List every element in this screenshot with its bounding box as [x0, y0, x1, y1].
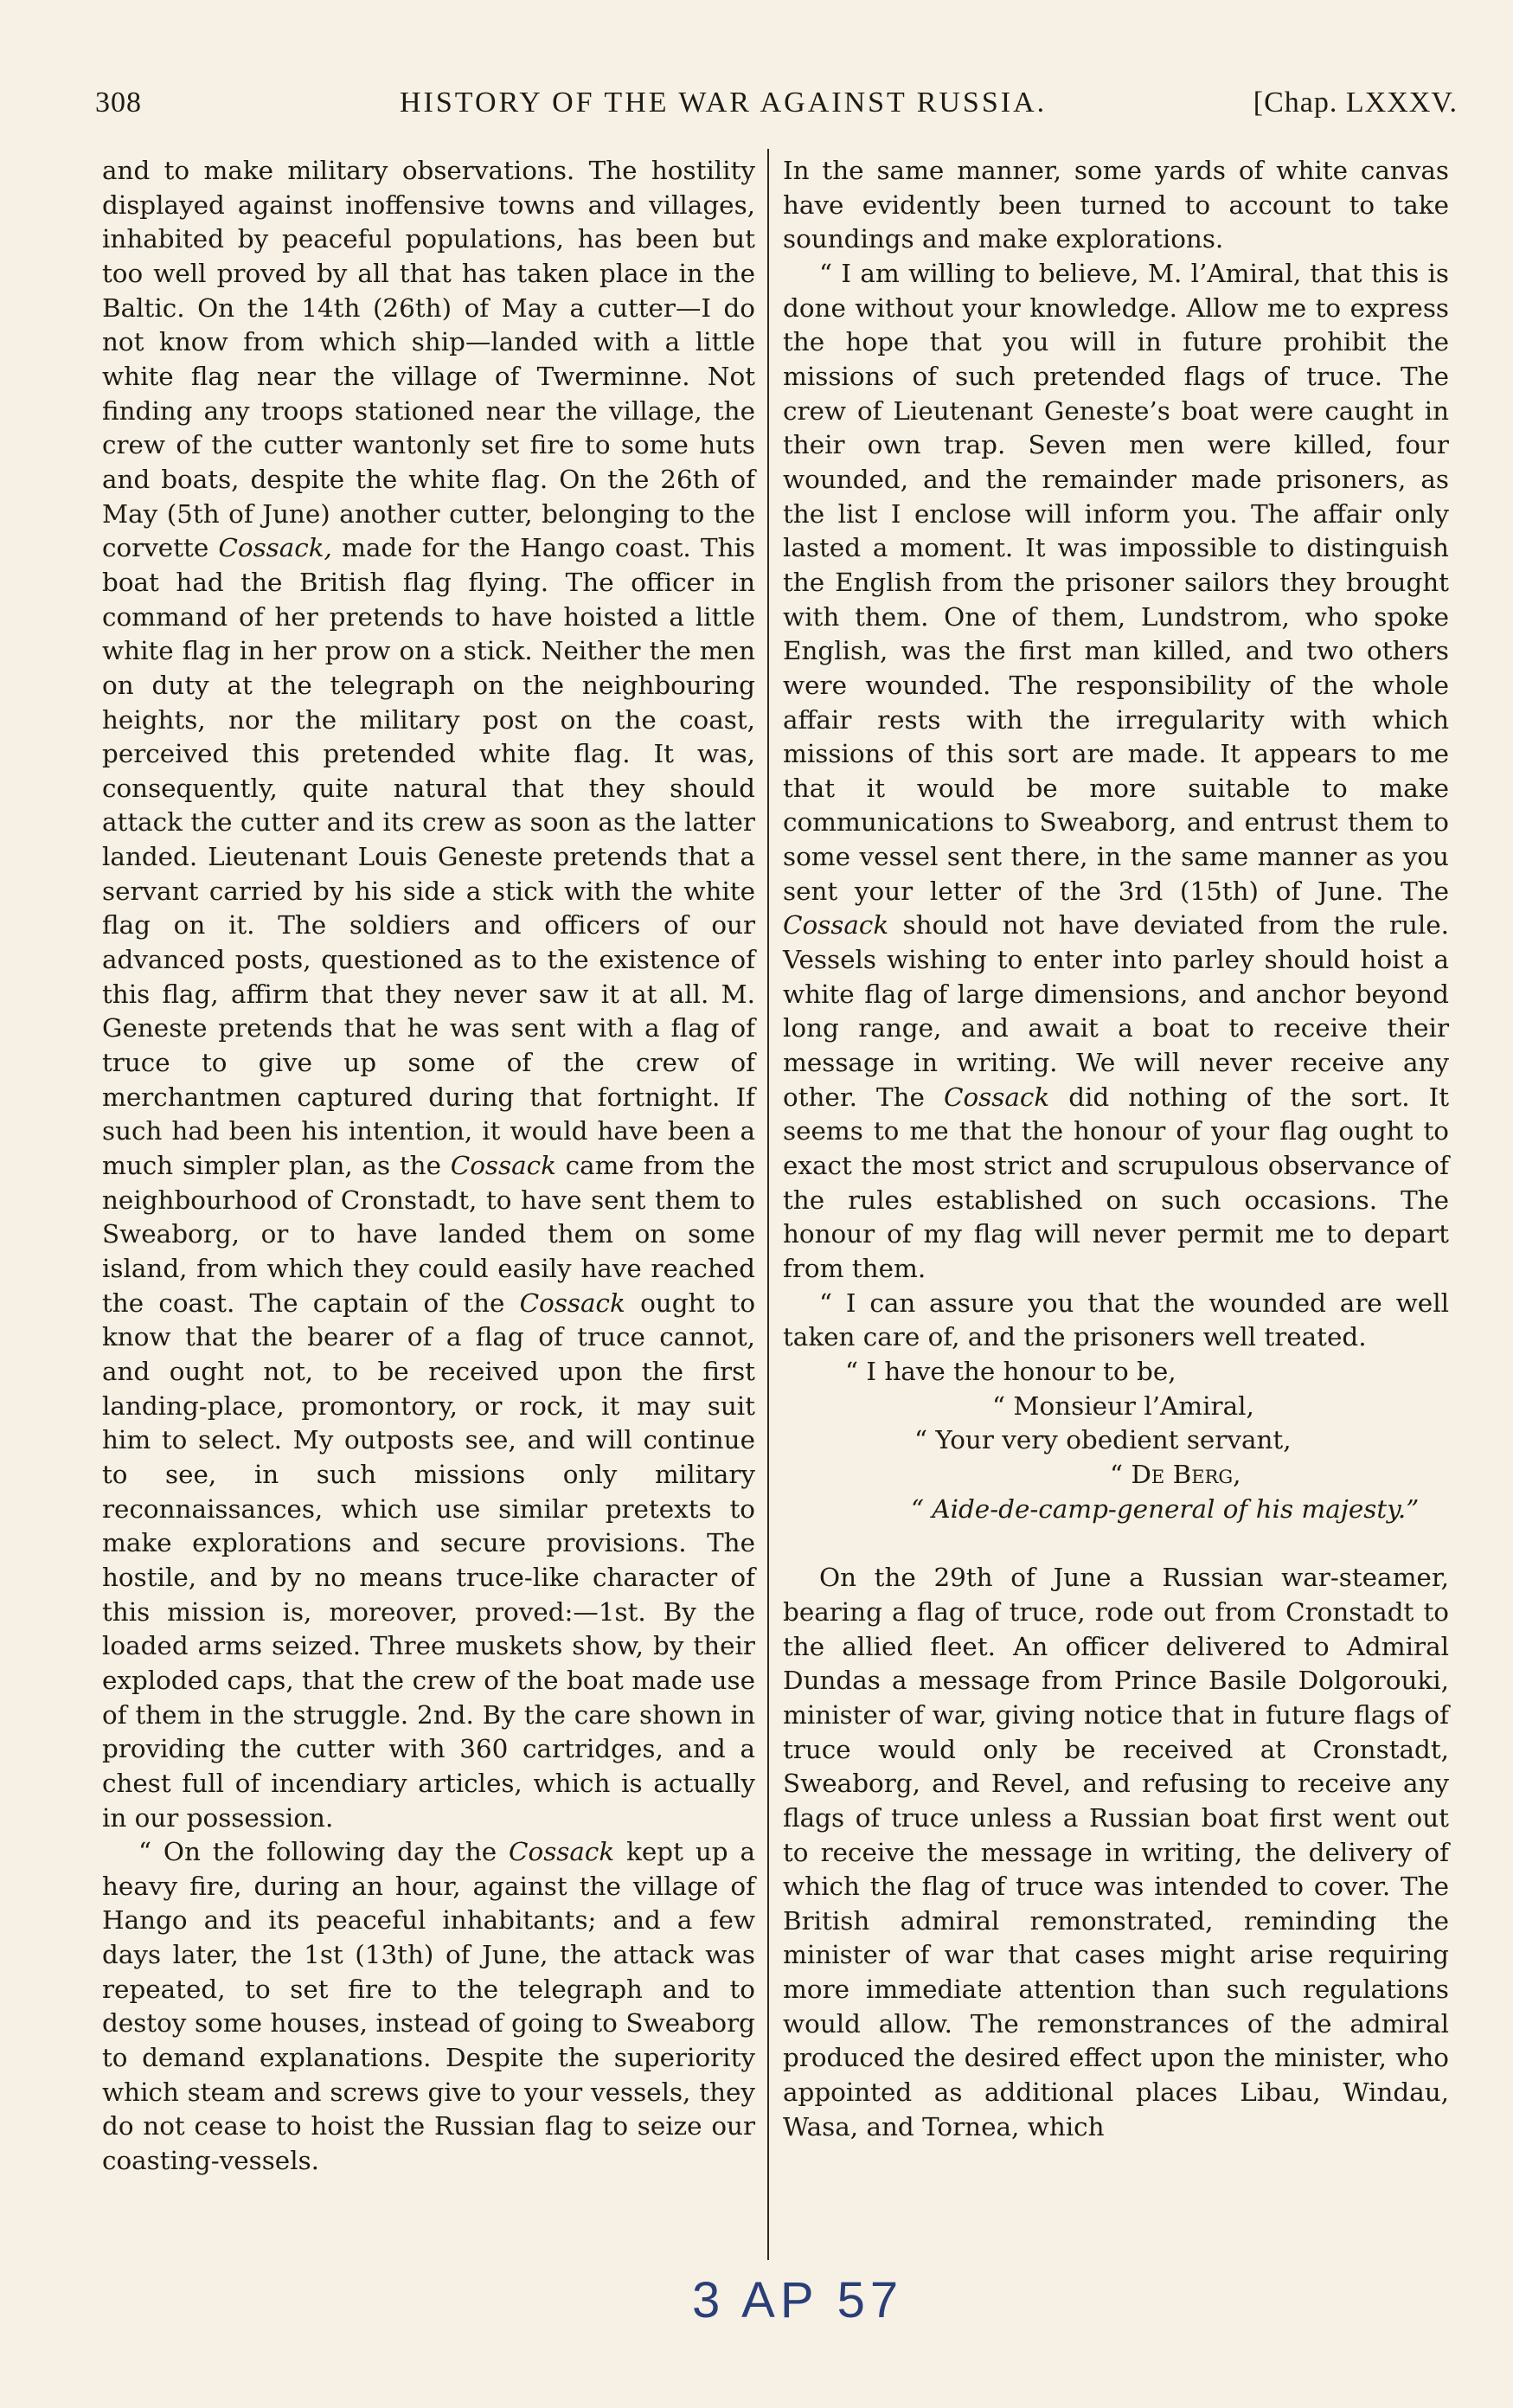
- library-stamp: 3 AP 57: [692, 2272, 904, 2328]
- column-divider: [767, 149, 769, 2260]
- page-number: 308: [95, 87, 142, 119]
- right-column: [783, 154, 1449, 2144]
- paragraph: and to make military observations. The hostility displayed against inoffensive towns and villages, inhabited by peaceful populations, has been but too well proved by all that has taken place in the Baltic. On the 14th (26th) of May a cutter—I do not know from which ship—landed with a little white flag near the village of Twerminne. Not finding any troops stationed near the village, the crew of the cutter wantonly set fire to some huts and boats, despite the white flag. On the 26th of May (5th of June) another cutter, belonging to the corvette Cossack, made for the Hango coast. This boat had the British flag flying. The officer in command of her pretends to have hoisted a little white flag in her prow on a stick. Neither the men on duty at the telegraph on the neighbouring heights, nor the military post on the coast, perceived this pretended white flag. It was, consequently, quite natural that they should attack the cutter and its crew as soon as the latter landed. Lieutenant Louis Geneste pretends that a servant carried by his side a stick with the white flag on it. The soldiers and officers of our advanced posts, questioned as to the existence of this flag, affirm that they never saw it at all. M. Geneste pretends that he was sent with a flag of truce to give up some of the crew of merchantmen captured during that fortnight. If such had been his intention, it would have been a much simpler plan, as the Cossack came from the neighbourhood of Cronstadt, to have sent them to Sweaborg, or to have landed them on some island, from which they could easily have reached the coast. The captain of the Cossack ought to know that the bearer of a flag of truce cannot, and ought not, to be received upon the first landing-place, promontory, or rock, it may suit him to select. My outposts see, and will continue to see, in such missions only military reconnaissances, which use similar pretexts to make explorations and secure provisions. The hostile, and by no means truce-like character of this mission is, moreover, proved:—1st. By the loaded arms seized. Three muskets show, by their exploded caps, that the crew of the boat made use of them in the struggle. 2nd. By the care shown in providing the cutter with 360 cartridges, and a chest full of incendiary articles, which is actually in our possession.: [102, 156, 756, 1833]
- signature-line: “ Your very obedient servant,: [914, 1425, 1292, 1455]
- signature-line: “ Aide-de-camp-general of his majesty.”: [911, 1493, 1420, 1524]
- paragraph: “ I am willing to believe, M. l’Amiral, that this is done without your knowledge. Allow me to express the hope that you will in future prohibit the missions of such pretended flags of truce. The crew of Lieutenant Geneste’s boat were caught in their own trap. Seven men were killed, four wounded, and the remainder made prisoners, as the list I enclose will inform you. The affair only lasted a moment. It was impossible to distinguish the English from the prisoner sailors they brought with them. One of them, Lundstrom, who spoke English, was the first man killed, and two others were wounded. The responsibility of the whole affair rests with the irregularity with which missions of this sort are made. It appears to me that it would be more suitable to make communications to Sweaborg, and entrust them to some vessel sent there, in the same manner as you sent your letter of the 3rd (15th) of June. The Cossack should not have deviated from the rule. Vessels wishing to enter into parley should hoist a white flag of large dimensions, and anchor beyond long range, and await a boat to receive their message in writing. We will never receive any other. The Cossack did nothing of the sort. It seems to me that the honour of your flag ought to exact the most strict and scrupulous observance of the rules established on such occasions. The honour of my flag will never permit me to depart from them.: [783, 258, 1450, 1283]
- left-column: [102, 154, 755, 2179]
- running-title: HISTORY OF THE WAR AGAINST RUSSIA.: [400, 87, 1048, 119]
- signature-line: “ Monsieur l’Amiral,: [992, 1390, 1254, 1421]
- running-header: [95, 80, 1458, 132]
- chapter-label: [Chap. LXXXV.: [1253, 87, 1458, 119]
- paragraph: “ On the following day the Cossack kept up a heavy fire, during an hour, against the village of Hango and its peaceful inhabitants; and a few days later, the 1st (13th) of June, the attack was repeated, to set fire to the telegraph and to destoy some houses, instead of going to Sweaborg to demand explanations. Despite the superiority which steam and screws give to your vessels, they do not cease to hoist the Russian flag to seize our coasting-vessels.: [102, 1837, 755, 2176]
- signature-line: “ De Berg,: [1110, 1459, 1241, 1489]
- paragraph: In the same manner, some yards of white canvas have evidently been turned to account to take soundings and make explorations.: [783, 156, 1449, 254]
- paragraph: On the 29th of June a Russian war-steamer, bearing a flag of truce, rode out from Cronstadt to the allied fleet. An officer delivered to Admiral Dundas a message from Prince Basile Dolgorouki, minister of war, giving notice that in future flags of truce would only be received at Cronstadt, Sweaborg, and Revel, and refusing to receive any flags of truce unless a Russian boat first went out to receive the message in writing, the delivery of which the flag of truce was intended to cover. The British admiral remonstrated, reminding the minister of war that cases might arise requiring more immediate attention than such regulations would allow. The remonstrances of the admiral produced the desired effect upon the minister, who appointed as additional places Libau, Windau, Wasa, and Tornea, which: [783, 1563, 1449, 2142]
- paragraph: “ I can assure you that the wounded are well taken care of, and the prisoners well treated.: [783, 1287, 1449, 1352]
- signature-line: “ I have the honour to be,: [845, 1356, 1176, 1386]
